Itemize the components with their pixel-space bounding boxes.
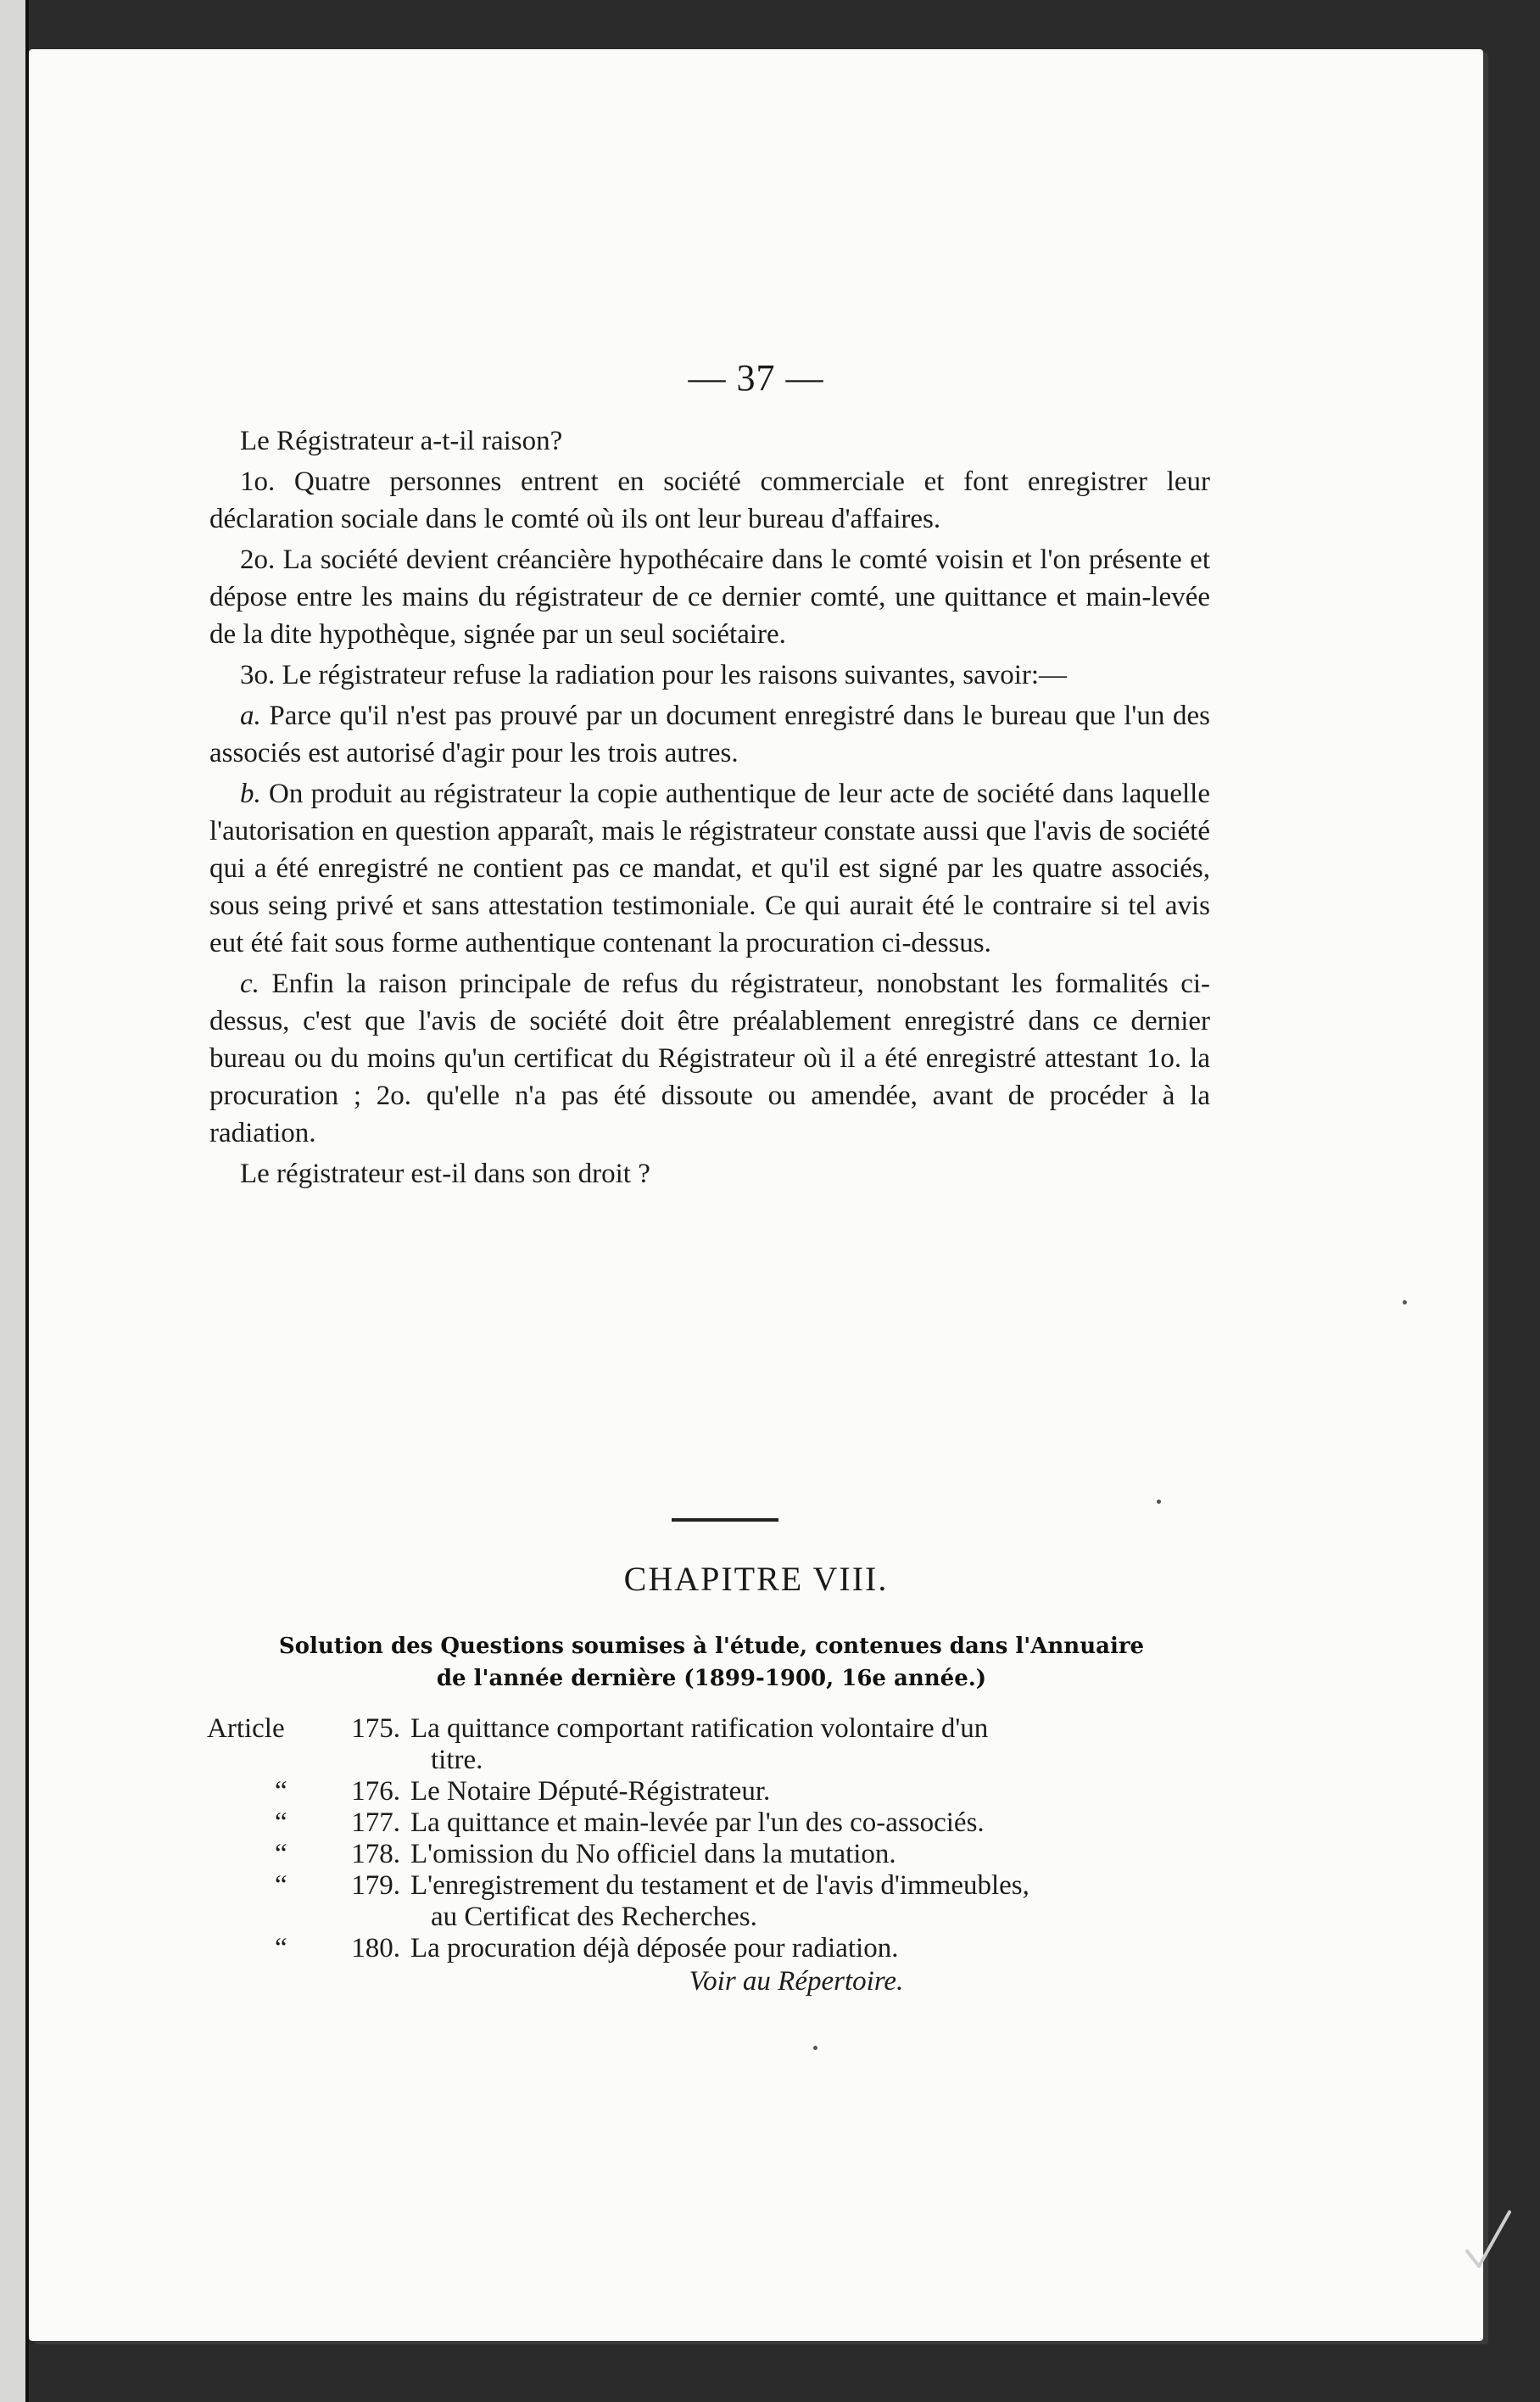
article-number: 178. (351, 1839, 400, 1869)
paper-speck (1157, 1500, 1161, 1504)
article-title: L'enregistrement du testament et de l'avis d'immeubles, (410, 1870, 1029, 1901)
article-number: 177. (351, 1807, 400, 1838)
article-title: La quittance comportant ratification volontaire d'un (410, 1713, 989, 1744)
article-item (207, 1776, 1216, 1807)
section-divider (672, 1518, 778, 1522)
solution-heading-line: de l'année dernière (1899-1900, 16e année.) (436, 1666, 987, 1691)
solution-heading-line: Solution des Questions soumises à l'étude, contenues dans l'Annuaire (278, 1634, 1145, 1659)
article-item (207, 1839, 1216, 1870)
book-page (29, 49, 1483, 2341)
article-list (207, 1713, 1216, 1997)
article-title: La quittance et main-levée par l'un des co-associés. (410, 1807, 985, 1838)
article-title: Le Notaire Député-Régistrateur. (410, 1776, 771, 1807)
page-number: — 37 — (688, 357, 824, 399)
article-title: L'omission du No officiel dans la mutation. (410, 1839, 896, 1869)
paragraph: c. Enfin la raison principale de refus du régistrateur, nonobstant les formalités ci-dessus, c'est que l'avis de société doit être préalablement enregistré dans ce dernier bureau ou du moins qu'un certificat du Régistrateur où il a été enregistré attestant 1o. la procuration ; 2o. qu'elle n'a pas été dissoute ou amendée, avant de procéder à la radiation. (209, 969, 1210, 1148)
article-number: 179. (351, 1870, 400, 1901)
article-item (207, 1713, 1216, 1776)
paragraph: a. Parce qu'il n'est pas prouvé par un document enregistré dans le bureau que l'un des associés est autorisé d'agir pour les trois autres. (209, 701, 1210, 768)
paragraph: Le régistrateur est-il dans son droit ? (240, 1159, 650, 1189)
article-item (207, 1807, 1216, 1839)
ditto-mark: “ (275, 1870, 287, 1901)
paragraph: 1o. Quatre personnes entrent en société commerciale et font enregistrer leur déclaration sociale dans le comté où ils ont leur bureau d'affaires. (209, 466, 1210, 534)
article-title-continuation: au Certificat des Recherches. (431, 1902, 757, 1932)
article-prefix: Article (207, 1713, 285, 1744)
ditto-mark: “ (275, 1839, 287, 1869)
previous-page-edge (0, 0, 29, 2402)
paragraph: Le Régistrateur a-t-il raison? (240, 426, 563, 456)
article-number: 175. (351, 1713, 400, 1744)
see-reference: Voir au Répertoire. (689, 1966, 904, 1997)
paper-speck (1403, 1300, 1407, 1304)
article-title: La procuration déjà déposée pour radiation. (410, 1933, 899, 1963)
paragraph: 3o. Le régistrateur refuse la radiation pour les raisons suivantes, savoir:— (240, 660, 1068, 690)
check-mark-icon (1464, 2207, 1515, 2275)
article-item (207, 1870, 1216, 1933)
article-item (207, 1933, 1216, 1964)
paragraph: b. On produit au régistrateur la copie authentique de leur acte de société dans laquelle l'autorisation en question apparaît, mais le régistrateur constate aussi que l'avis de société qui a été enregistré ne contient pas ce mandat, et qu'il est signé par les quatre associés, sous seing privé et sans attestation testimoniale. Ce qui aurait été le contraire si tel avis eut été fait sous forme authentique contenant la procuration ci-dessus. (209, 779, 1210, 958)
solution-heading (207, 1630, 1216, 1695)
paragraph: 2o. La société devient créancière hypothécaire dans le comté voisin et l'on présente et dépose entre les mains du régistrateur de ce dernier comté, une quittance et main-levée de la dite hypothèque, signée par un seul sociétaire. (209, 545, 1210, 650)
article-title-continuation: titre. (431, 1745, 483, 1775)
body-text (209, 422, 1210, 1196)
paper-speck (813, 2046, 817, 2050)
article-number: 176. (351, 1776, 400, 1807)
ditto-mark: “ (275, 1807, 287, 1838)
ditto-mark: “ (275, 1776, 287, 1807)
ditto-mark: “ (275, 1933, 287, 1963)
article-number: 180. (351, 1933, 400, 1963)
chapter-title: CHAPITRE VIII. (623, 1560, 889, 1598)
